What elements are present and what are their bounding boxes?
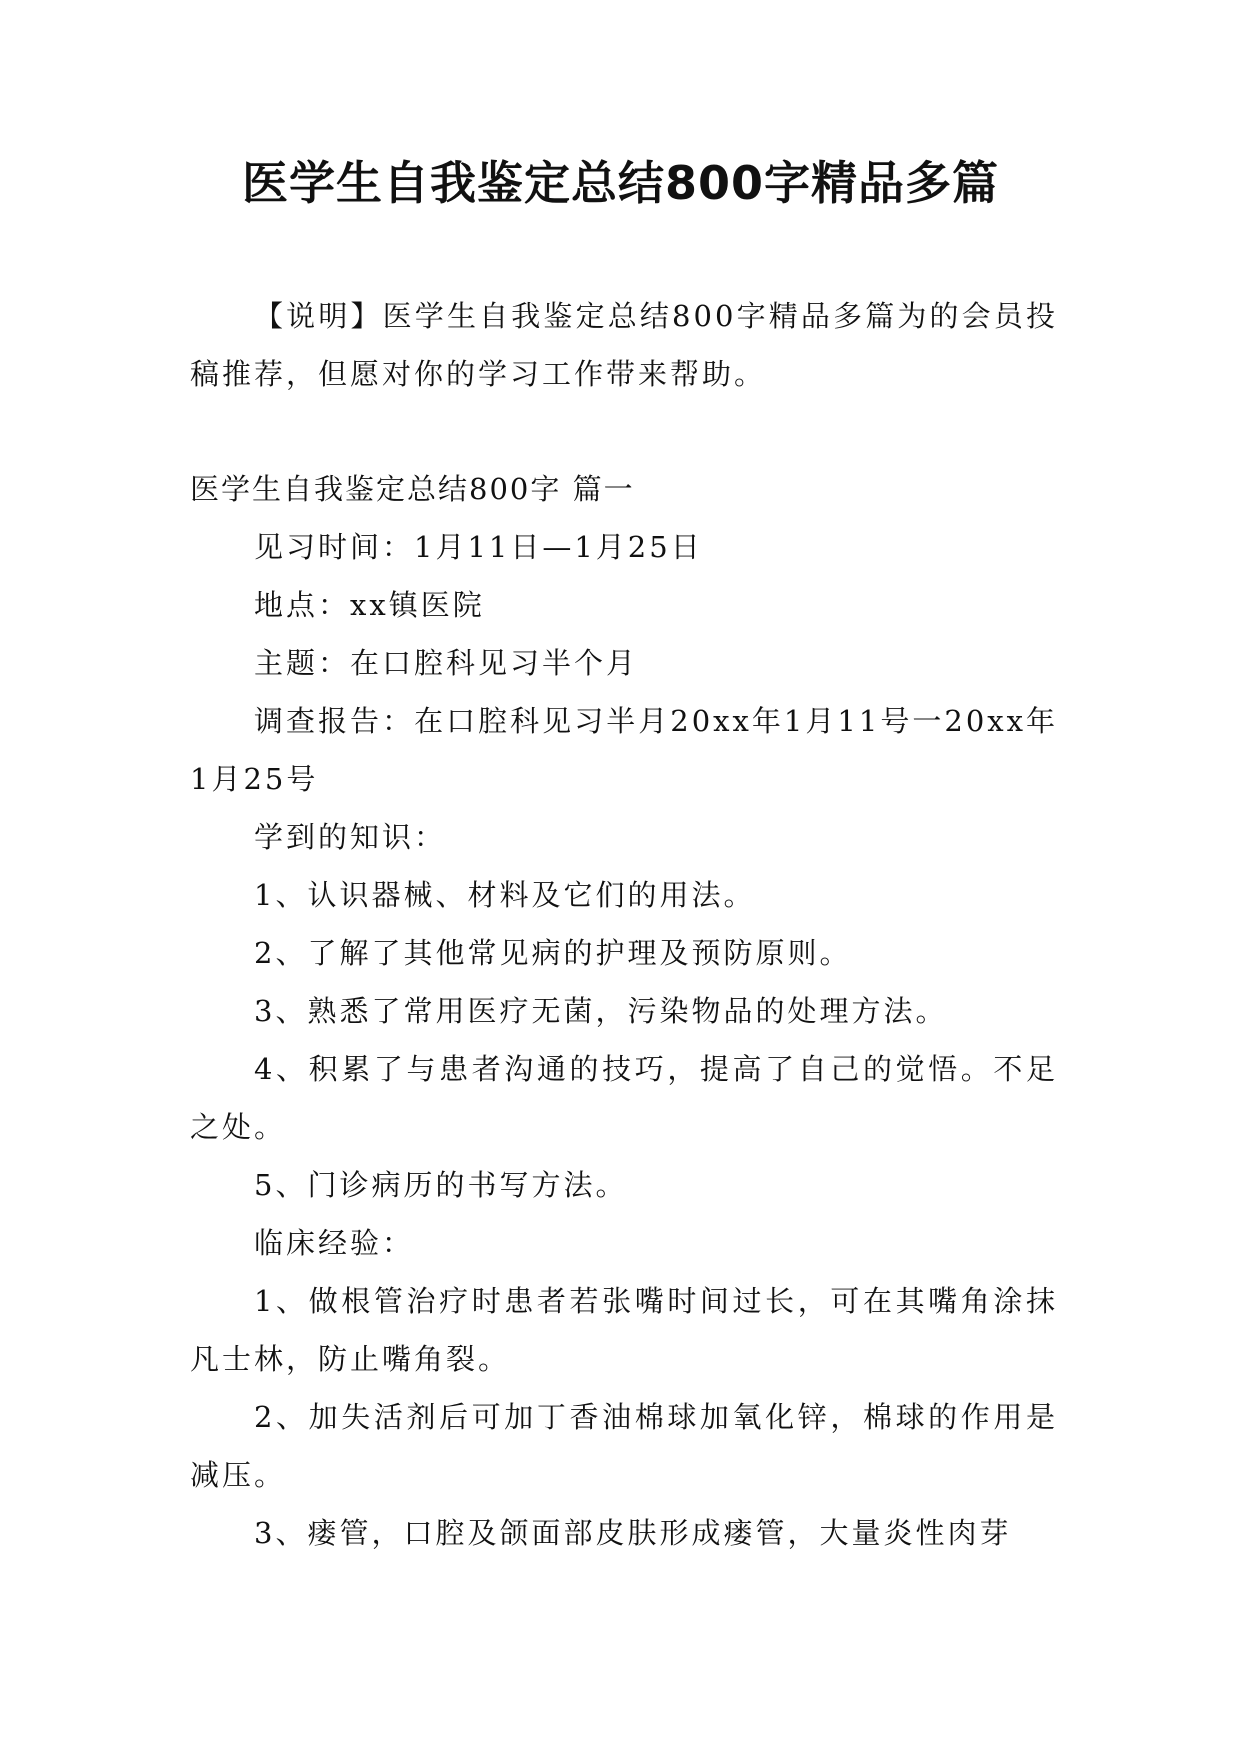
intro-paragraph: 【说明】医学生自我鉴定总结800字精品多篇为的会员投稿推荐，但愿对你的学习工作带来帮助。 <box>190 299 1058 391</box>
paragraph-knowledge-3: 3、熟悉了常用医疗无菌，污染物品的处理方法。 <box>254 994 948 1028</box>
paragraph-internship-time: 见习时间：1月11日—1月25日 <box>254 530 703 564</box>
intro-block <box>190 287 1058 403</box>
paragraph-knowledge-1: 1、认识器械、材料及它们的用法。 <box>254 878 756 912</box>
document-title: 医学生自我鉴定总结800字精品多篇 <box>241 156 1000 210</box>
paragraph-clinical-3: 3、瘘管，口腔及颌面部皮肤形成瘘管，大量炎性肉芽 <box>254 1516 1012 1550</box>
paragraph-knowledge-heading: 学到的知识： <box>254 820 447 854</box>
paragraph-knowledge-2: 2、了解了其他常见病的护理及预防原则。 <box>254 936 852 970</box>
paragraph-topic: 主题：在口腔科见习半个月 <box>254 646 639 680</box>
paragraph-knowledge-5: 5、门诊病历的书写方法。 <box>254 1168 628 1202</box>
paragraph-knowledge-4: 4、积累了与患者沟通的技巧，提高了自己的觉悟。不足之处。 <box>190 1052 1058 1144</box>
paragraph-clinical-heading: 临床经验： <box>254 1226 415 1260</box>
paragraph-survey-report: 调查报告：在口腔科见习半月20xx年1月11号一20xx年1月25号 <box>190 704 1058 796</box>
section-content <box>190 460 1058 1562</box>
paragraph-clinical-1: 1、做根管治疗时患者若张嘴时间过长，可在其嘴角涂抹凡士林，防止嘴角裂。 <box>190 1284 1058 1376</box>
section-heading: 医学生自我鉴定总结800字 篇一 <box>190 472 635 506</box>
paragraph-location: 地点：xx镇医院 <box>254 588 485 622</box>
paragraph-clinical-2: 2、加失活剂后可加丁香油棉球加氧化锌，棉球的作用是减压。 <box>190 1400 1058 1492</box>
